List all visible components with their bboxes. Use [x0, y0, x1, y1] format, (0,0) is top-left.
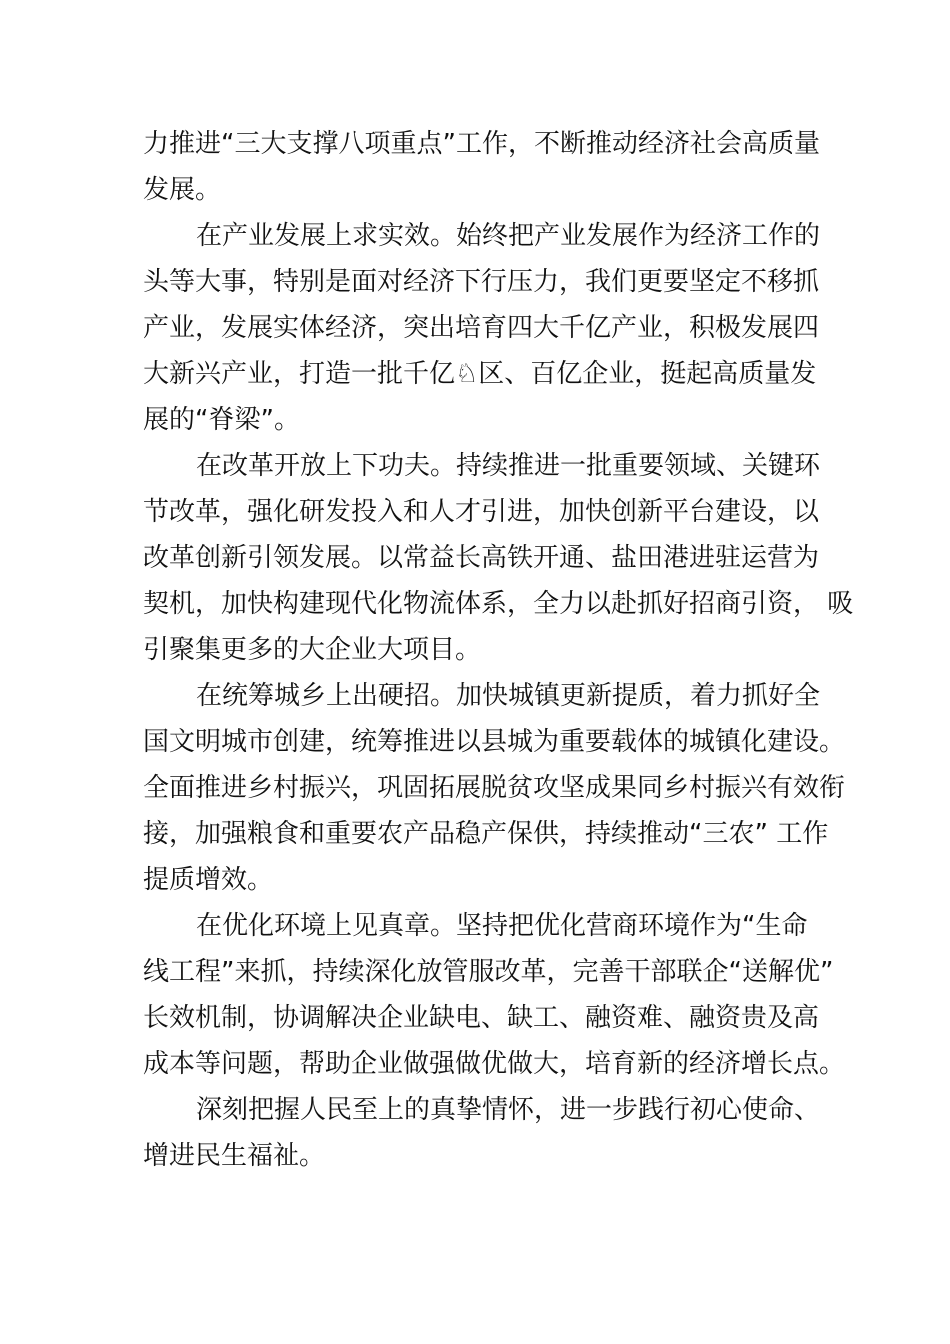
text-line: 改革创新引领发展。以常益长高铁开通、盐田港进驻运营为 — [143, 543, 820, 573]
text-line: 展的“脊梁”。 — [143, 405, 300, 435]
text-line: 头等大事，特别是面对经济下行压力，我们更要坚定不移抓 — [143, 267, 820, 297]
text-line: 线工程”来抓，持续深化放管服改革，完善干部联企“送解优” — [143, 957, 834, 987]
text-line: 成本等问题，帮助企业做强做优做大，培育新的经济增长点。 — [143, 1049, 846, 1079]
text-line: 增进民生福祉。 — [143, 1141, 326, 1171]
text-line: 国文明城市创建，统筹推进以县城为重要载体的城镇化建设。 — [143, 727, 846, 757]
paragraph-start-line: 在改革开放上下功夫。持续推进一批重要领域、关键环 — [196, 451, 821, 481]
paragraph-start-line: 在产业发展上求实效。始终把产业发展作为经济工作的 — [196, 221, 821, 251]
text-line: 接，加强粮食和重要农产品稳产保供，持续推动“三农” 工作 — [143, 819, 829, 849]
text-line: 长效机制，协调解决企业缺电、缺工、融资难、融资贵及高 — [143, 1003, 820, 1033]
text-line: 产业，发展实体经济，突出培育四大千亿产业，积极发展四 — [143, 313, 820, 343]
text-line: 引聚集更多的大企业大项目。 — [143, 635, 482, 665]
text-line: 契机，加快构建现代化物流体系，全力以赴抓好招商引资， 吸 — [143, 589, 854, 619]
text-line: 全面推进乡村振兴，巩固拓展脱贫攻坚成果同乡村振兴有效衔 — [143, 773, 846, 803]
paragraph-start-line: 在优化环境上见真章。坚持把优化营商环境作为“生命 — [196, 911, 808, 941]
paragraph-start-line: 深刻把握人民至上的真挚情怀，进一步践行初心使命、 — [196, 1095, 821, 1125]
text-line: 大新兴产业，打造一批千亿♘区、百亿企业，挺起高质量发 — [143, 359, 817, 389]
text-line: 节改革，强化研发投入和人才引进，加快创新平台建设，以 — [143, 497, 820, 527]
text-line: 力推进“三大支撑八项重点”工作，不断推动经济社会高质量 — [143, 129, 820, 159]
text-line: 发展。 — [143, 175, 222, 205]
paragraph-start-line: 在统筹城乡上出硬招。加快城镇更新提质，着力抓好全 — [196, 681, 821, 711]
text-line: 提质增效。 — [143, 865, 274, 895]
